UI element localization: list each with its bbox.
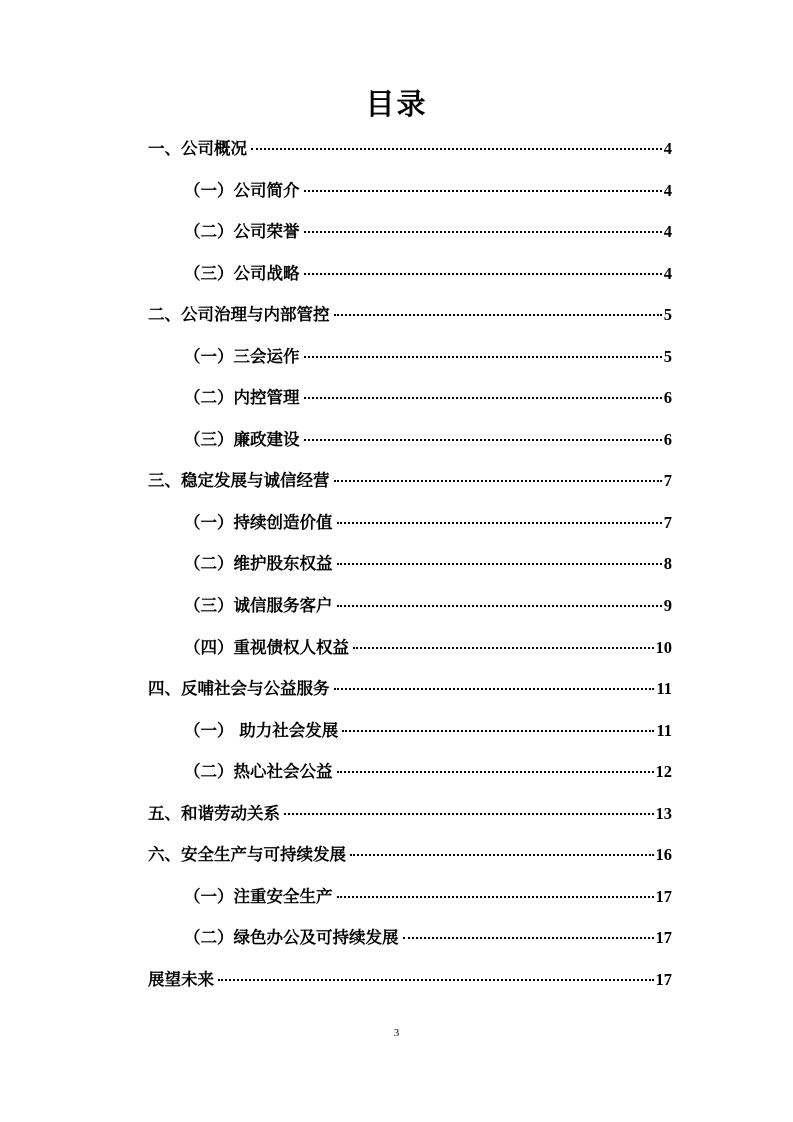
table-of-contents [148, 129, 672, 1001]
toc-entry-company-strategy[interactable] [148, 254, 672, 296]
toc-entry-internal-control[interactable] [148, 378, 672, 420]
toc-entry-green-office[interactable] [148, 918, 672, 960]
toc-entry-text: （二）热心社会公益 [184, 762, 333, 782]
toc-entry-governance[interactable] [148, 295, 672, 337]
toc-entry-safe-production[interactable] [148, 877, 672, 919]
toc-entry-text: 展望未来 [148, 969, 214, 989]
toc-entry-company-honors[interactable] [148, 212, 672, 254]
dot-leader [337, 771, 654, 773]
toc-entry-safety-sustainability[interactable] [148, 835, 672, 877]
toc-entry-page: 13 [655, 803, 672, 823]
toc-entry-text: （一）注重安全生产 [184, 886, 333, 906]
toc-entry-text: （二）绿色办公及可持续发展 [184, 928, 399, 948]
toc-entry-create-value[interactable] [148, 503, 672, 545]
dot-leader [342, 730, 654, 732]
toc-entry-text: （二）维护股东权益 [184, 554, 333, 574]
toc-entry-public-welfare[interactable] [148, 752, 672, 794]
toc-entry-shareholder-rights[interactable] [148, 544, 672, 586]
toc-entry-text: （二）公司荣誉 [184, 222, 300, 242]
toc-entry-text: （三）诚信服务客户 [184, 596, 333, 616]
toc-entry-social-development[interactable] [148, 711, 672, 753]
toc-entry-page: 12 [655, 762, 672, 782]
toc-entry-outlook[interactable] [148, 960, 672, 1002]
toc-entry-page: 11 [656, 720, 672, 740]
toc-entry-text: （三）公司战略 [184, 263, 300, 283]
toc-entry-page: 4 [663, 139, 672, 158]
toc-entry-serve-customers[interactable] [148, 586, 672, 628]
dot-leader [218, 979, 654, 981]
toc-entry-page: 4 [663, 180, 672, 200]
toc-entry-text: （一） 助力社会发展 [184, 720, 339, 740]
toc-entry-page: 5 [663, 305, 672, 325]
dot-leader [337, 896, 654, 898]
toc-entry-company-profile[interactable] [148, 171, 672, 213]
dot-leader [304, 273, 662, 275]
toc-entry-text: （三）廉政建设 [184, 429, 300, 449]
toc-entry-page: 6 [663, 388, 672, 408]
dot-leader [304, 397, 662, 399]
toc-entry-page: 16 [655, 845, 672, 865]
toc-entry-page: 7 [663, 512, 672, 532]
toc-entry-page: 9 [663, 596, 672, 616]
toc-entry-text: 五、和谐劳动关系 [148, 803, 280, 823]
toc-entry-text: 三、稳定发展与诚信经营 [148, 471, 330, 491]
toc-entry-page: 10 [655, 637, 672, 657]
toc-entry-page: 11 [656, 679, 672, 699]
toc-entry-integrity-building[interactable] [148, 420, 672, 462]
dot-leader [304, 356, 662, 358]
toc-entry-page: 17 [655, 969, 672, 989]
dot-leader [337, 605, 662, 607]
dot-leader [334, 314, 662, 316]
toc-entry-page: 8 [663, 554, 672, 574]
toc-entry-text: （一）三会运作 [184, 346, 300, 366]
toc-entry-page: 17 [655, 928, 672, 948]
dot-leader [304, 190, 662, 192]
toc-entry-page: 6 [663, 429, 672, 449]
toc-entry-page: 7 [663, 471, 672, 491]
page-title: 目录 [365, 87, 428, 121]
dot-leader [337, 522, 662, 524]
dot-leader [403, 937, 654, 939]
toc-entry-page: 17 [655, 886, 672, 906]
toc-entry-stable-development[interactable] [148, 461, 672, 503]
dot-leader [334, 688, 655, 690]
dot-leader [251, 148, 662, 150]
dot-leader [304, 439, 662, 441]
toc-entry-text: （一）持续创造价值 [184, 512, 333, 532]
toc-entry-text: （四）重视债权人权益 [184, 637, 349, 657]
toc-entry-page: 5 [663, 346, 672, 366]
toc-entry-creditor-rights[interactable] [148, 628, 672, 670]
toc-entry-text: （一）公司简介 [184, 180, 300, 200]
toc-entry-text: （二）内控管理 [184, 388, 300, 408]
dot-leader [284, 813, 654, 815]
toc-entry-company-overview[interactable] [148, 129, 672, 171]
dot-leader [334, 480, 662, 482]
toc-entry-text: 六、安全生产与可持续发展 [148, 845, 346, 865]
toc-entry-text: 四、反哺社会与公益服务 [148, 679, 330, 699]
dot-leader [353, 647, 654, 649]
toc-entry-text: 一、公司概况 [148, 139, 247, 158]
dot-leader [337, 563, 662, 565]
dot-leader [304, 231, 662, 233]
page-number: 3 [393, 1027, 400, 1039]
toc-entry-labor-relations[interactable] [148, 794, 672, 836]
toc-entry-text: 二、公司治理与内部管控 [148, 305, 330, 325]
dot-leader [350, 854, 654, 856]
toc-entry-page: 4 [663, 222, 672, 242]
toc-entry-three-meetings[interactable] [148, 337, 672, 379]
toc-entry-social-feedback[interactable] [148, 669, 672, 711]
toc-entry-page: 4 [663, 263, 672, 283]
